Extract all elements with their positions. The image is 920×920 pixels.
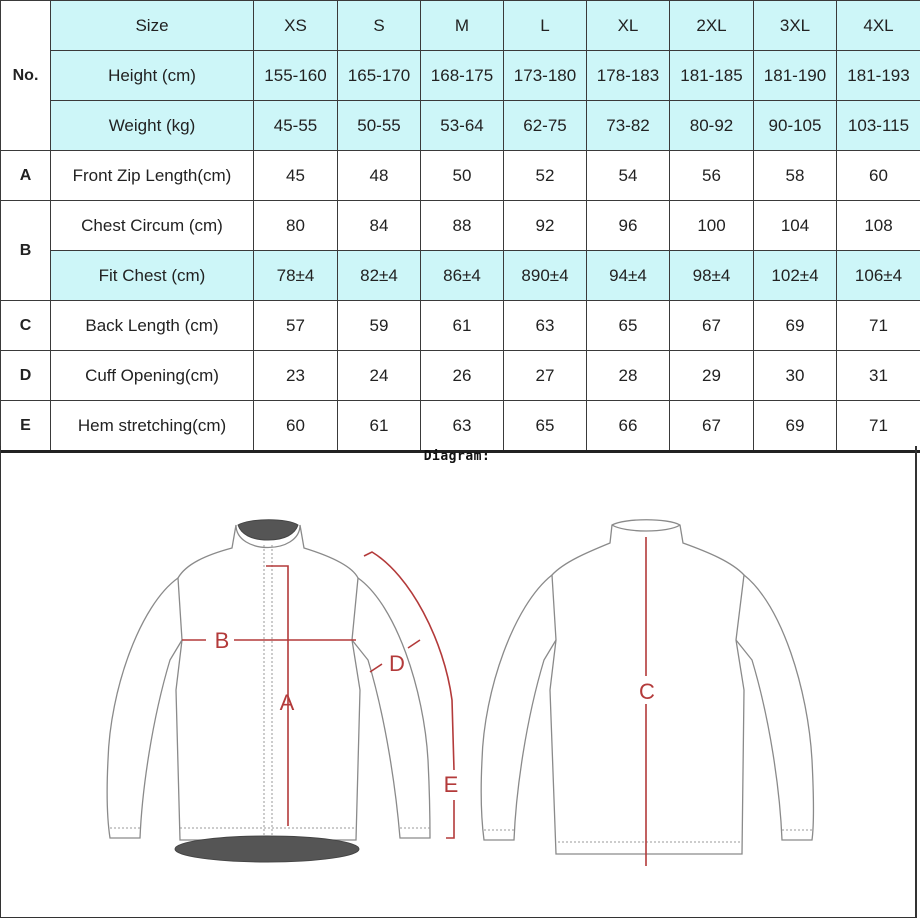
row-back-length — [1, 301, 920, 351]
table-cell: 58 — [754, 151, 837, 201]
table-cell: 29 — [670, 351, 754, 401]
table-cell: 73-82 — [587, 101, 670, 151]
table-cell: 65 — [587, 301, 670, 351]
table-cell: 86±4 — [421, 251, 504, 301]
size-xl: XL — [587, 1, 670, 51]
table-cell: 60 — [254, 401, 338, 452]
table-cell: 890±4 — [504, 251, 587, 301]
table-cell: 52 — [504, 151, 587, 201]
jersey-back — [481, 520, 813, 866]
table-cell: 108 — [837, 201, 920, 251]
table-cell: 103-115 — [837, 101, 920, 151]
table-cell: 96 — [587, 201, 670, 251]
table-cell: 45-55 — [254, 101, 338, 151]
table-cell: 67 — [670, 301, 754, 351]
table-cell: 173-180 — [504, 51, 587, 101]
size-s: S — [338, 1, 421, 51]
row-code: E — [1, 401, 51, 452]
row-code: C — [1, 301, 51, 351]
table-cell: 26 — [421, 351, 504, 401]
table-cell: 92 — [504, 201, 587, 251]
measure-label-d: D — [389, 651, 405, 676]
table-cell: 181-193 — [837, 51, 920, 101]
size-3xl: 3XL — [754, 1, 837, 51]
table-cell: 30 — [754, 351, 837, 401]
table-cell: 80 — [254, 201, 338, 251]
row-label: Chest Circum (cm) — [51, 201, 254, 251]
measure-label-b: B — [214, 628, 230, 653]
row-label: Weight (kg) — [51, 101, 254, 151]
size-2xl: 2XL — [670, 1, 754, 51]
table-cell: 59 — [338, 301, 421, 351]
table-cell: 181-190 — [754, 51, 837, 101]
table-cell: 63 — [504, 301, 587, 351]
jersey-diagram — [0, 446, 920, 920]
table-cell: 69 — [754, 401, 837, 452]
table-cell: 181-185 — [670, 51, 754, 101]
table-cell: 94±4 — [587, 251, 670, 301]
table-cell: 165-170 — [338, 51, 421, 101]
row-front-zip — [1, 151, 920, 201]
table-cell: 155-160 — [254, 51, 338, 101]
measure-label-a: A — [279, 690, 295, 715]
table-cell: 178-183 — [587, 51, 670, 101]
table-cell: 69 — [754, 301, 837, 351]
table-cell: 84 — [338, 201, 421, 251]
row-label: Height (cm) — [51, 51, 254, 101]
row-code: A — [1, 151, 51, 201]
table-cell: 67 — [670, 401, 754, 452]
hem-opening-shape — [175, 836, 359, 862]
size-xs: XS — [254, 1, 338, 51]
table-cell: 102±4 — [754, 251, 837, 301]
table-cell: 61 — [338, 401, 421, 452]
table-cell: 80-92 — [670, 101, 754, 151]
measure-label-c: C — [639, 679, 655, 704]
row-label: Fit Chest (cm) — [51, 251, 254, 301]
row-chest-circum — [1, 201, 920, 251]
table-cell: 106±4 — [837, 251, 920, 301]
table-cell: 23 — [254, 351, 338, 401]
table-cell: 61 — [421, 301, 504, 351]
table-cell: 45 — [254, 151, 338, 201]
table-cell: 65 — [504, 401, 587, 452]
table-cell: 54 — [587, 151, 670, 201]
table-cell: 104 — [754, 201, 837, 251]
size-chart-table — [0, 0, 920, 453]
table-cell: 90-105 — [754, 101, 837, 151]
table-cell: 31 — [837, 351, 920, 401]
table-cell: 82±4 — [338, 251, 421, 301]
table-cell: 88 — [421, 201, 504, 251]
no-header: No. — [1, 1, 51, 151]
table-cell: 62-75 — [504, 101, 587, 151]
table-cell: 50 — [421, 151, 504, 201]
table-cell: 71 — [837, 301, 920, 351]
table-cell: 63 — [421, 401, 504, 452]
row-label: Hem stretching(cm) — [51, 401, 254, 452]
table-cell: 53-64 — [421, 101, 504, 151]
jersey-front — [107, 520, 458, 862]
size-m: M — [421, 1, 504, 51]
table-cell: 27 — [504, 351, 587, 401]
measure-label-e: E — [443, 772, 459, 797]
diagram-caption: Diagram: — [423, 449, 491, 464]
table-cell: 100 — [670, 201, 754, 251]
table-cell: 24 — [338, 351, 421, 401]
size-header-label: Size — [51, 1, 254, 51]
table-cell: 71 — [837, 401, 920, 452]
row-weight — [1, 101, 920, 151]
row-cuff-opening — [1, 351, 920, 401]
row-size — [1, 1, 920, 51]
row-fit-chest — [1, 251, 920, 301]
size-4xl: 4XL — [837, 1, 920, 51]
row-label: Back Length (cm) — [51, 301, 254, 351]
table-cell: 168-175 — [421, 51, 504, 101]
table-cell: 78±4 — [254, 251, 338, 301]
row-label: Front Zip Length(cm) — [51, 151, 254, 201]
table-cell: 56 — [670, 151, 754, 201]
table-cell: 50-55 — [338, 101, 421, 151]
row-height — [1, 51, 920, 101]
size-l: L — [504, 1, 587, 51]
row-code: B — [1, 201, 51, 301]
table-cell: 48 — [338, 151, 421, 201]
row-label: Cuff Opening(cm) — [51, 351, 254, 401]
row-code: D — [1, 351, 51, 401]
table-cell: 60 — [837, 151, 920, 201]
collar-shape — [238, 520, 298, 540]
row-hem-stretching — [1, 401, 920, 452]
table-cell: 57 — [254, 301, 338, 351]
table-cell: 66 — [587, 401, 670, 452]
table-cell: 28 — [587, 351, 670, 401]
table-cell: 98±4 — [670, 251, 754, 301]
